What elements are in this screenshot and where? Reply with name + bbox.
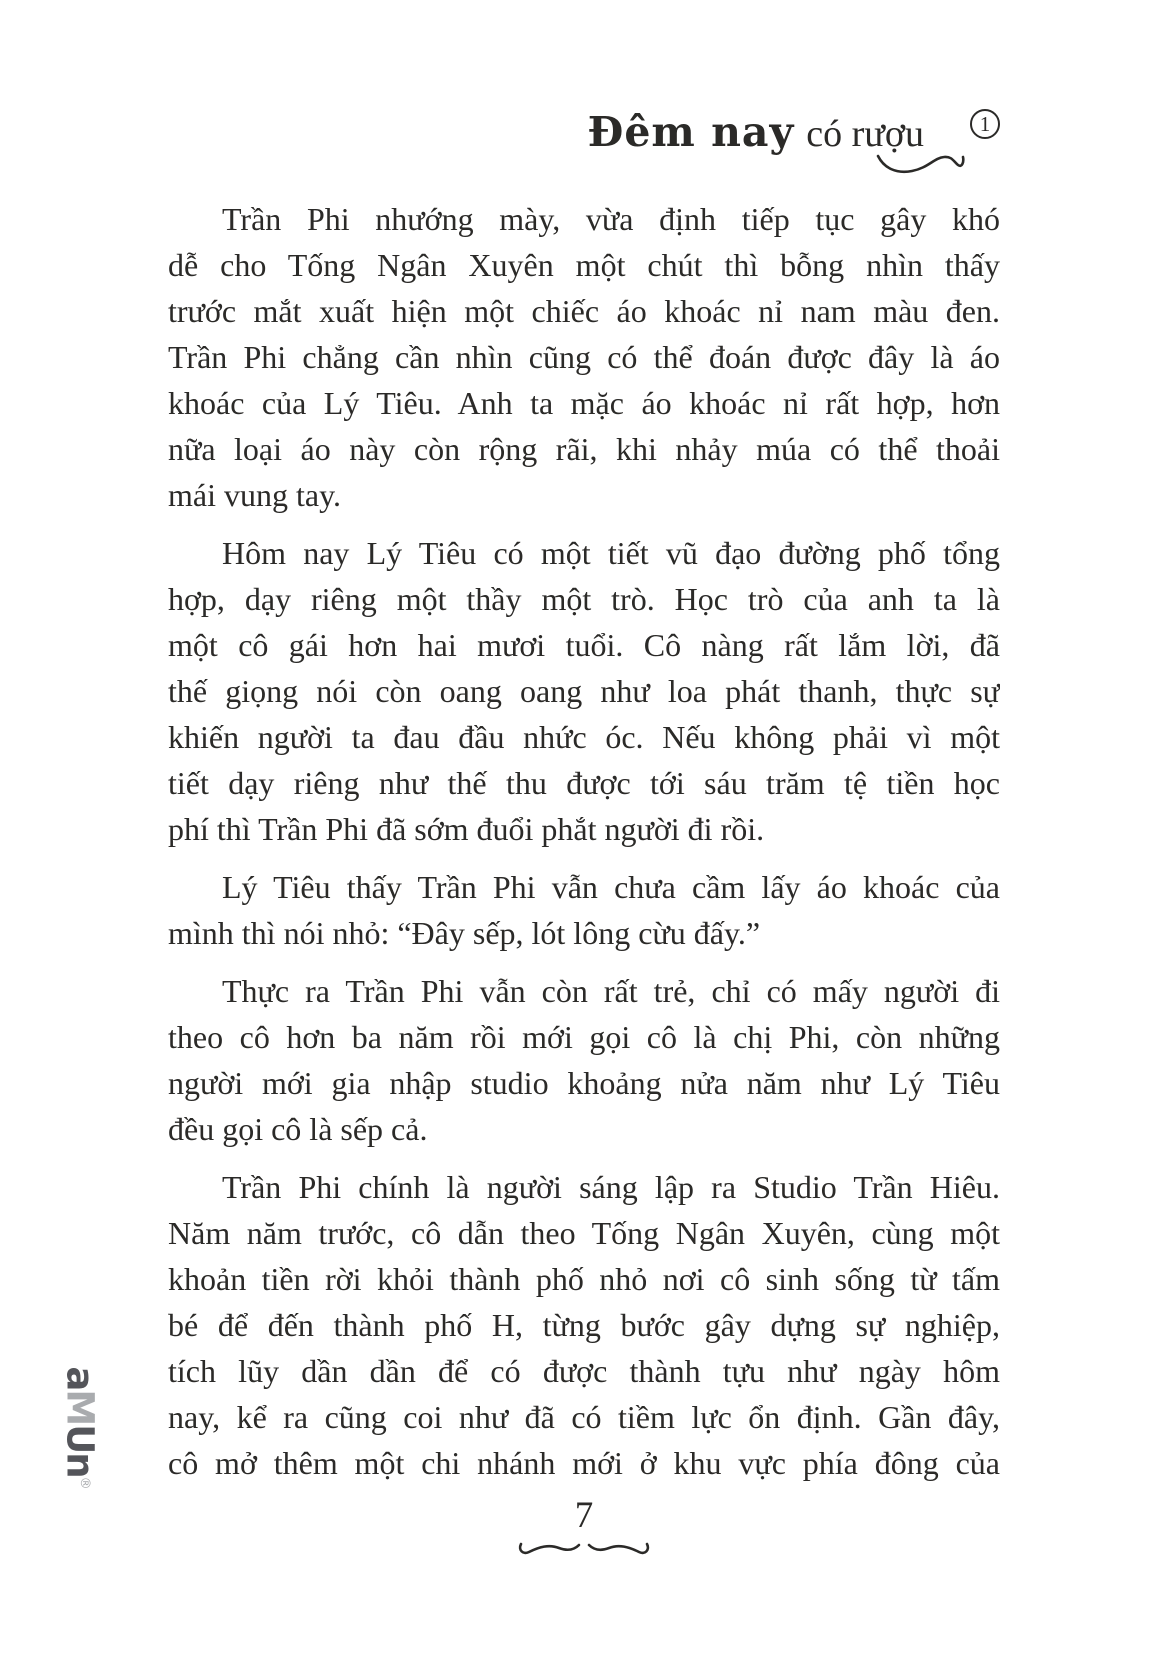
chapter-number-badge: 1 bbox=[970, 109, 1000, 139]
text-line: người mới gia nhập studio khoảng nửa năm như Lý Tiêu bbox=[168, 1065, 1000, 1101]
text-line: Trần Phi chính là người sáng lập ra Studio Trần Hiêu. bbox=[222, 1169, 1000, 1205]
text-line: nữa loại áo này còn rộng rãi, khi nhảy múa có thể thoải bbox=[168, 431, 1000, 467]
text-line: mái vung tay. bbox=[168, 477, 341, 513]
text-line: Trần Phi chẳng cần nhìn cũng có thể đoán được đây là áo bbox=[168, 339, 1000, 375]
paragraph bbox=[168, 196, 1000, 518]
text-line: đều gọi cô là sếp cả. bbox=[168, 1111, 428, 1147]
page-footer bbox=[168, 1496, 1000, 1562]
page-number: 7 bbox=[574, 1495, 594, 1536]
text-line: Hôm nay Lý Tiêu có một tiết vũ đạo đường phố tổng bbox=[222, 535, 1000, 571]
publisher-logo-text bbox=[59, 1366, 102, 1489]
publisher-logo bbox=[52, 1366, 108, 1490]
chapter-title-regular: có rượu bbox=[806, 113, 924, 155]
body-text bbox=[168, 196, 1000, 1486]
logo-letter-a: a bbox=[58, 1366, 102, 1390]
text-line: khiến người ta đau đầu nhức óc. Nếu không phải vì một bbox=[168, 719, 1000, 755]
logo-letter-m: M bbox=[58, 1389, 102, 1425]
text-line: trước mắt xuất hiện một chiếc áo khoác nỉ nam màu đen. bbox=[168, 293, 1000, 329]
text-line: phí thì Trần Phi đã sớm đuổi phắt người đi rồi. bbox=[168, 811, 765, 847]
paragraph bbox=[168, 1164, 1000, 1486]
running-head bbox=[588, 108, 1001, 156]
paragraph bbox=[168, 864, 1000, 956]
text-line: khoác của Lý Tiêu. Anh ta mặc áo khoác nỉ rất hợp, hơn bbox=[168, 385, 1000, 421]
logo-letters-un: Un bbox=[58, 1424, 102, 1477]
text-line: bé để đến thành phố H, từng bước gây dựng sự nghiệp, bbox=[168, 1307, 1000, 1343]
registered-trademark-icon: ® bbox=[76, 1476, 92, 1490]
text-line: dễ cho Tống Ngân Xuyên một chút thì bỗng nhìn thấy bbox=[168, 247, 1000, 283]
text-line: mình thì nói nhỏ: “Đây sếp, lót lông cừu đấy.” bbox=[168, 915, 761, 951]
text-line: Năm năm trước, cô dẫn theo Tống Ngân Xuyên, cùng một bbox=[168, 1215, 1000, 1251]
text-line: một cô gái hơn hai mươi tuổi. Cô nàng rất lắm lời, đã bbox=[168, 627, 1000, 663]
text-line: khoản tiền rời khỏi thành phố nhỏ nơi cô sinh sống từ tấm bbox=[168, 1261, 1000, 1297]
paragraph bbox=[168, 968, 1000, 1152]
header-swash-flourish-icon bbox=[874, 150, 966, 176]
paragraph bbox=[168, 530, 1000, 852]
text-line: Thực ra Trần Phi vẫn còn rất trẻ, chỉ có mấy người đi bbox=[222, 973, 1000, 1009]
text-line: tích lũy dần dần để có được thành tựu như ngày hôm bbox=[168, 1353, 1000, 1389]
text-line: cô mở thêm một chi nhánh mới ở khu vực phía đông của bbox=[168, 1445, 1000, 1481]
text-line: tiết dạy riêng như thế thu được tới sáu trăm tệ tiền học bbox=[168, 765, 1000, 801]
text-line: Lý Tiêu thấy Trần Phi vẫn chưa cầm lấy áo khoác của bbox=[222, 869, 1000, 905]
footer-flourish-icon bbox=[518, 1536, 650, 1562]
chapter-title-bold: Đêm nay bbox=[587, 108, 795, 156]
text-line: thế giọng nói còn oang oang như loa phát thanh, thực sự bbox=[168, 673, 1000, 709]
text-line: nay, kể ra cũng coi như đã có tiềm lực ổn định. Gần đây, bbox=[168, 1399, 1000, 1435]
text-line: hợp, dạy riêng một thầy một trò. Học trò của anh ta là bbox=[168, 581, 1000, 617]
text-line: theo cô hơn ba năm rồi mới gọi cô là chị Phi, còn những bbox=[168, 1019, 1000, 1055]
text-line: Trần Phi nhướng mày, vừa định tiếp tục gây khó bbox=[222, 201, 1000, 237]
